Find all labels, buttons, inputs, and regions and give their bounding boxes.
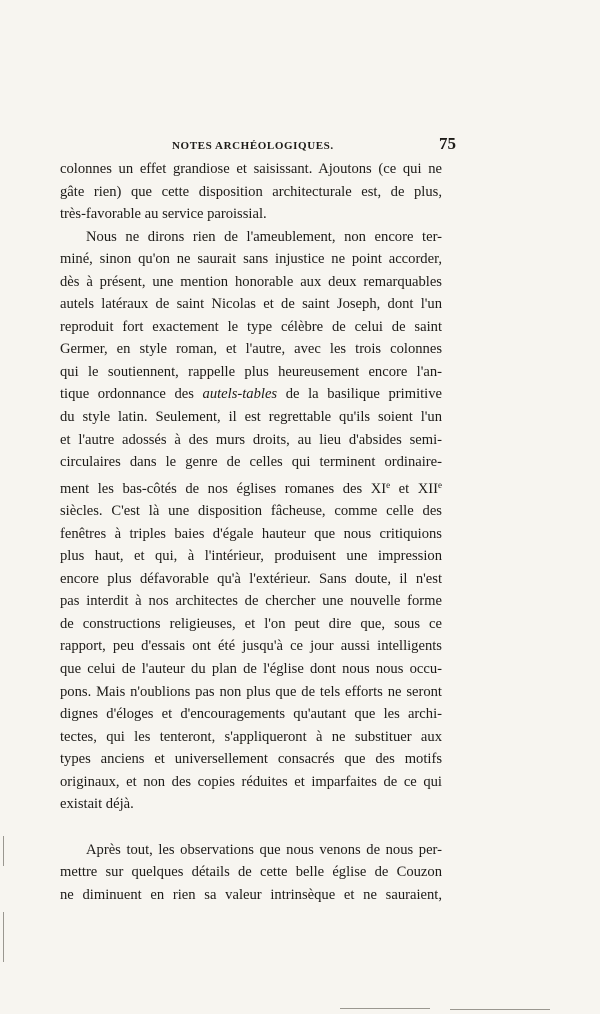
italic-term: autels-tables [202, 386, 278, 403]
text-line: Nous ne dirons rien de l'ameublement, non encore ter- [86, 228, 442, 245]
scan-mark [340, 1008, 430, 1009]
text-line: du style latin. Seulement, il est regrettable qu'ils soient l'un [60, 409, 442, 426]
text-line: qui le soutiennent, rappelle plus heureusement encore l'an- [60, 363, 442, 380]
text-line: circulaires dans le genre de celles qui terminent ordinaire- [60, 454, 442, 471]
text-line: rapport, peu d'essais ont été jusqu'à ce jour aussi intelligents [60, 638, 442, 655]
text-line: existait déjà. [60, 796, 134, 813]
text-line: originaux, et non des copies réduites et imparfaites de ce qui [60, 773, 442, 790]
text-line: Germer, en style roman, et l'autre, avec les trois colonnes [60, 341, 442, 358]
scan-mark [450, 1009, 550, 1010]
text-line: miné, sinon qu'on ne saurait sans injustice ne point accorder, [60, 251, 442, 268]
text-line-with-italic: tique ordonnance des autels-tables de la basilique primitive [60, 386, 443, 403]
text-line: reproduit fort exactement le type célèbre de celui de saint [60, 318, 442, 335]
text-line: et l'autre adossés à des murs droits, au lieu d'absides semi- [60, 431, 442, 448]
text-line: colonnes un effet grandiose et saisissant. Ajoutons (ce qui ne [60, 161, 442, 177]
text-line: encore plus défavorable qu'à l'extérieur. Sans doute, il n'est [60, 570, 442, 587]
superscript: e [438, 479, 443, 490]
text-line: pons. Mais n'oublions pas non plus que de tels efforts ne seront [60, 683, 442, 700]
text-line: types anciens et universellement consacrés que des motifs [60, 751, 442, 768]
text-line: autels latéraux de saint Nicolas et de saint Joseph, dont l'un [60, 296, 442, 313]
text-line: dignes d'éloges et d'encouragements qu'autant que les archi- [60, 706, 442, 723]
running-head [60, 134, 456, 156]
text-line: siècles. C'est là une disposition fâcheuse, comme celle des [60, 503, 442, 520]
text-line: tectes, qui les tenteront, s'appliqueront à ne substituer aux [60, 728, 442, 745]
body-text [60, 158, 442, 907]
text-line-with-superscript: ment les bas-côtés de nos églises romanes des XIe et XIIe [60, 479, 443, 497]
text-line: plus haut, et qui, à l'intérieur, produisent une impression [60, 548, 442, 565]
text-line: fenêtres à triples baies d'égale hauteur que nous critiquions [60, 525, 442, 542]
text-line: que celui de l'auteur du plan de l'église dont nous nous occu- [60, 661, 442, 678]
text-line: gâte rien) que cette disposition architecturale est, de plus, [60, 183, 442, 200]
text-line: dès à présent, une mention honorable aux deux remarquables [60, 273, 442, 290]
superscript: e [386, 479, 391, 490]
paragraph-gap [60, 816, 442, 839]
text-line: très-favorable au service paroissial. [60, 206, 267, 223]
text-line: Après tout, les observations que nous venons de nous per- [86, 841, 442, 858]
scan-mark [3, 836, 4, 866]
text-line: de constructions religieuses, et l'on peut dire que, sous ce [60, 615, 442, 632]
text-line: ne diminuent en rien sa valeur intrinsèque et ne sauraient, [60, 886, 442, 903]
text-line: mettre sur quelques détails de cette belle église de Couzon [60, 864, 442, 881]
scan-mark [3, 912, 4, 962]
text-line: pas interdit à nos architectes de chercher une nouvelle forme [60, 593, 442, 610]
running-title: NOTES ARCHÉOLOGIQUES. [172, 140, 334, 152]
page-number: 75 [439, 134, 456, 153]
